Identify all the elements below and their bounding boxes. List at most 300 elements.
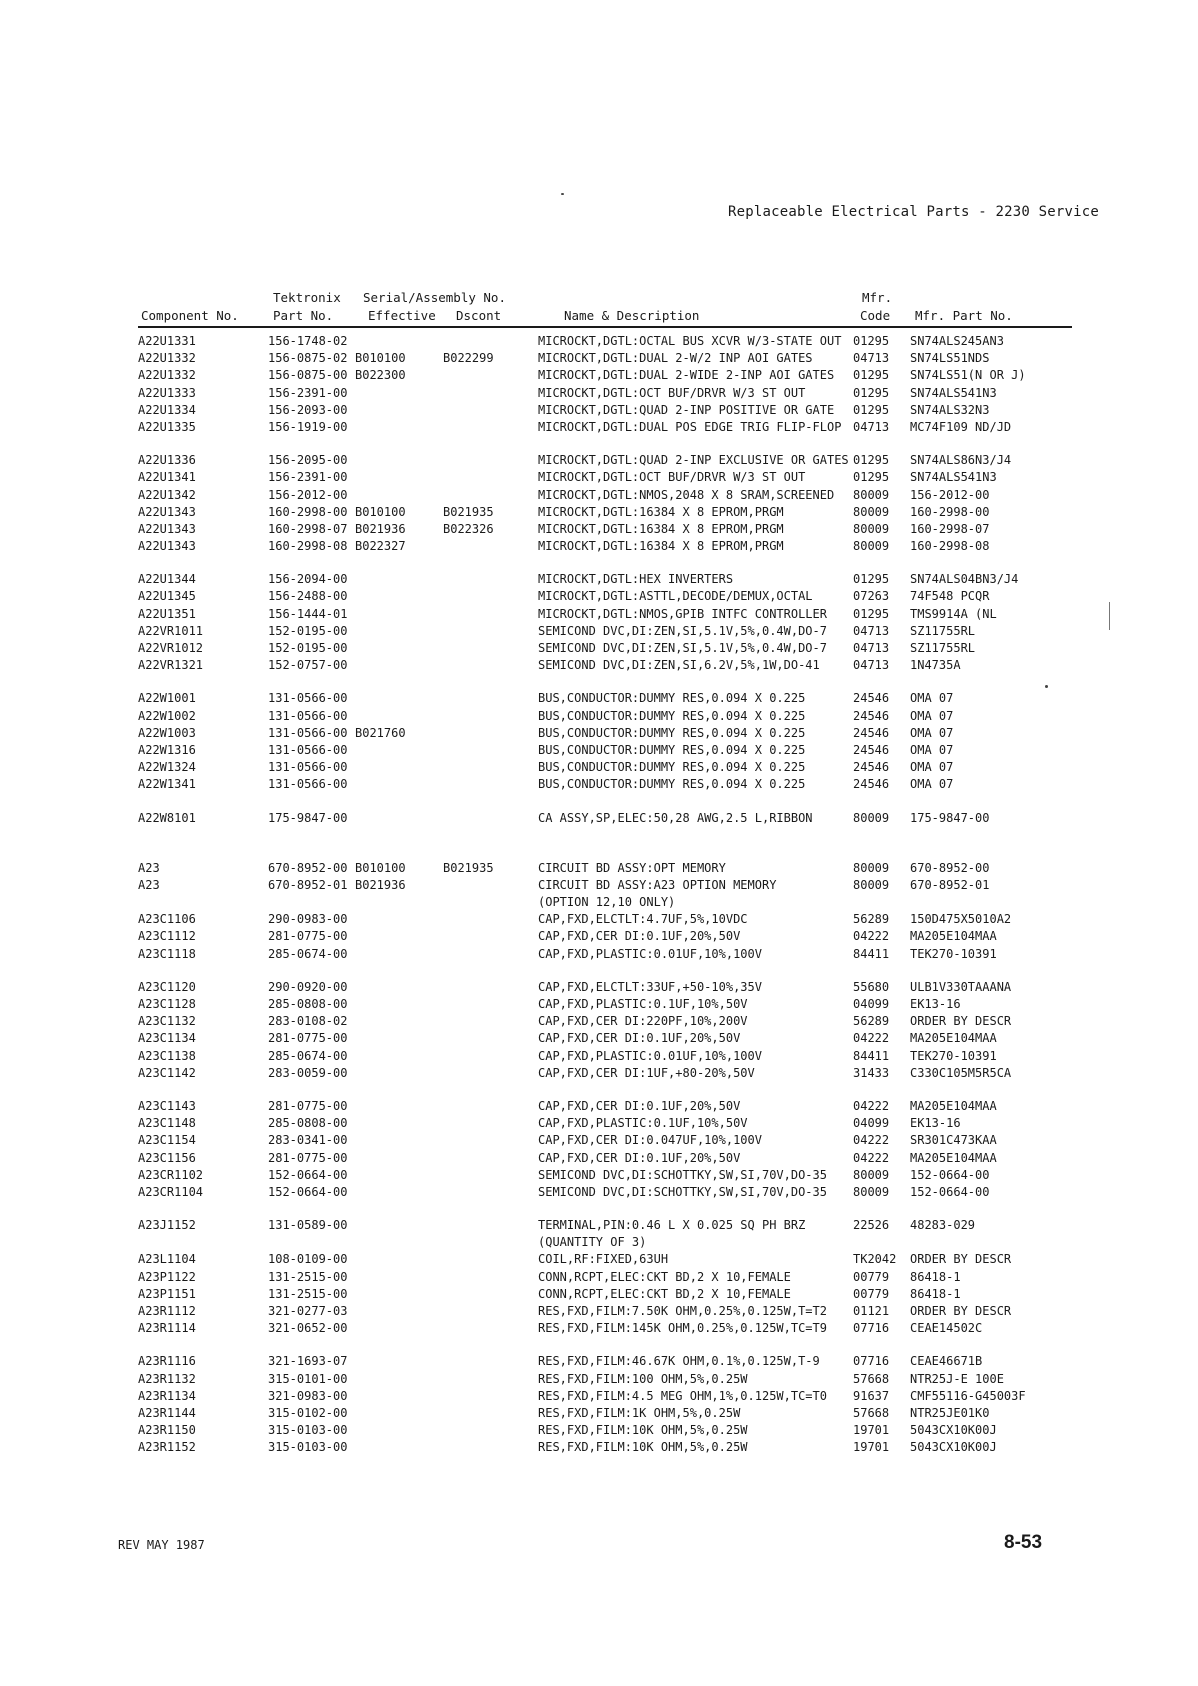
component-no: A22U1344 [138,572,196,587]
part-no: 285-0808-00 [268,1116,348,1131]
effective-serial: B010100 [355,504,406,519]
table-row [0,571,1198,588]
mfr-code: 56289 [853,1014,890,1029]
page-title: Replaceable Electrical Parts - 2230 Service [728,204,1100,220]
mfr-part-no: SZ11755RL [910,623,976,638]
table-row [0,1439,1198,1456]
part-no: 281-0775-00 [268,1098,348,1113]
mfr-part-no: 152-0664-00 [910,1184,990,1199]
mfr-code: 04713 [853,623,890,638]
mfr-code: 04099 [853,997,890,1011]
table-row [0,419,1198,436]
description: MICROCKT,DGTL:DUAL POS EDGE TRIG FLIP-FLOP [538,419,842,434]
table-row [0,911,1198,928]
effective-serial: B010100 [355,860,406,875]
component-no: A22U1334 [138,402,196,417]
component-no: A23C1128 [138,997,196,1011]
part-no: 152-0664-00 [268,1184,348,1199]
mfr-part-no: EK13-16 [910,997,961,1011]
part-no: 315-0101-00 [268,1371,348,1386]
mfr-part-no: OMA 07 [910,760,954,775]
mfr-code: 00779 [853,1286,890,1301]
mfr-code: 24546 [853,742,890,757]
description: CONN,RCPT,ELEC:CKT BD,2 X 10,FEMALE [538,1286,791,1301]
mfr-part-no: TMS9914A (NL [910,606,997,621]
part-no: 321-1693-07 [268,1354,348,1369]
discontinued-serial: B021935 [443,504,494,519]
table-row [0,1234,1198,1251]
mfr-code: 01295 [853,470,890,485]
component-no: A22U1336 [138,453,196,468]
table-row [0,894,1198,911]
mfr-part-no: 5043CX10K00J [910,1423,997,1438]
mfr-code: 55680 [853,979,890,994]
table-row [0,759,1198,776]
component-no: A23C1112 [138,929,196,944]
effective-serial: B021936 [355,877,406,892]
mfr-code: 19701 [853,1440,890,1455]
part-no: 131-0566-00 [268,708,348,723]
component-no: A23CR1102 [138,1167,204,1182]
mfr-code: 01295 [853,334,890,348]
mfr-part-no: 156-2012-00 [910,487,990,502]
part-no: 156-2391-00 [268,385,348,400]
mfr-code: 80009 [853,487,890,502]
mfr-part-no: SR301C473KAA [910,1133,997,1148]
part-no: 131-2515-00 [268,1286,348,1301]
header-component-no: Component No. [141,308,239,323]
part-no: 285-0674-00 [268,1048,348,1063]
table-row [0,487,1198,504]
header-name-description: Name & Description [564,308,700,323]
mfr-part-no: MA205E104MAA [910,1031,997,1046]
component-no: A22U1341 [138,470,196,485]
table-row [0,877,1198,894]
description: CA ASSY,SP,ELEC:50,28 AWG,2.5 L,RIBBON [538,810,813,825]
description: SEMICOND DVC,DI:SCHOTTKY,SW,SI,70V,DO-35 [538,1184,827,1199]
component-no: A22U1343 [138,521,196,536]
component-no: A22U1331 [138,334,196,348]
component-no: A22VR1012 [138,641,204,655]
mfr-part-no: OMA 07 [910,708,954,723]
component-no: A22W1316 [138,742,196,757]
part-no: 131-0566-00 [268,760,348,775]
mfr-part-no: OMA 07 [910,777,954,792]
description: MICROCKT,DGTL:16384 X 8 EPROM,PRGM [538,504,784,519]
component-no: A23C1154 [138,1133,196,1148]
table-row [0,1065,1198,1082]
description: RES,FXD,FILM:46.67K OHM,0.1%,0.125W,T-9 [538,1354,820,1369]
description: COIL,RF:FIXED,63UH [538,1252,669,1267]
mfr-part-no: SN74ALS541N3 [910,385,997,400]
effective-serial: B021936 [355,521,406,536]
part-no: 156-0875-00 [268,368,348,383]
description: (OPTION 12,10 ONLY) [538,895,676,910]
part-no: 285-0674-00 [268,946,348,961]
component-no: A23C1132 [138,1014,196,1029]
component-no: A23P1151 [138,1286,196,1301]
mfr-code: 04099 [853,1116,890,1131]
description: MICROCKT,DGTL:NMOS,2048 X 8 SRAM,SCREENED [538,487,835,502]
description: MICROCKT,DGTL:HEX INVERTERS [538,572,734,587]
part-no: 156-1444-01 [268,606,348,621]
description: BUS,CONDUCTOR:DUMMY RES,0.094 X 0.225 [538,760,806,775]
component-no: A23C1138 [138,1048,196,1063]
description: CAP,FXD,PLASTIC:0.1UF,10%,50V [538,997,748,1011]
part-no: 315-0103-00 [268,1440,348,1455]
description: MICROCKT,DGTL:QUAD 2-INP EXCLUSIVE OR GATES [538,453,849,468]
table-row [0,1353,1198,1370]
description: MICROCKT,DGTL:OCTAL BUS XCVR W/3-STATE OUT [538,334,842,348]
table-row [0,588,1198,605]
table-row [0,623,1198,640]
mfr-code: 84411 [853,946,890,961]
description: MICROCKT,DGTL:DUAL 2-WIDE 2-INP AOI GATES [538,368,835,383]
part-no: 160-2998-07 [268,521,348,536]
table-row [0,504,1198,521]
component-no: A23R1144 [138,1405,196,1420]
description: CAP,FXD,CER DI:0.047UF,10%,100V [538,1133,762,1148]
table-row [0,1422,1198,1439]
mfr-part-no: 152-0664-00 [910,1167,990,1182]
parts-list [0,333,1198,1457]
table-row [0,1405,1198,1422]
description: CAP,FXD,ELCTLT:33UF,+50-10%,35V [538,979,762,994]
effective-serial: B022300 [355,368,406,383]
description: MICROCKT,DGTL:16384 X 8 EPROM,PRGM [538,521,784,536]
mfr-code: 01295 [853,453,890,468]
part-no: 156-2012-00 [268,487,348,502]
header-effective: Effective [368,308,436,323]
part-no: 156-2488-00 [268,589,348,604]
description: CAP,FXD,PLASTIC:0.01UF,10%,100V [538,1048,762,1063]
description: CAP,FXD,CER DI:220PF,10%,200V [538,1014,748,1029]
discontinued-serial: B022299 [443,351,494,366]
description: MICROCKT,DGTL:NMOS,GPIB INTFC CONTROLLER [538,606,827,621]
mfr-part-no: 160-2998-00 [910,504,990,519]
part-no: 281-0775-00 [268,1150,348,1165]
table-row [0,1115,1198,1132]
mfr-part-no: 1N4735A [910,658,961,673]
table-row [0,928,1198,945]
mfr-part-no: 74F548 PCQR [910,589,990,604]
part-no: 670-8952-01 [268,877,348,892]
mfr-part-no: 670-8952-01 [910,877,990,892]
component-no: A23J1152 [138,1218,196,1233]
table-row [0,1048,1198,1065]
description: RES,FXD,FILM:100 OHM,5%,0.25W [538,1371,748,1386]
header-rule [138,326,1072,328]
description: CAP,FXD,CER DI:0.1UF,20%,50V [538,1150,741,1165]
component-no: A22U1342 [138,487,196,502]
table-row [0,776,1198,793]
table-row [0,1251,1198,1268]
table-row [0,742,1198,759]
description: CIRCUIT BD ASSY:A23 OPTION MEMORY [538,877,777,892]
mfr-code: 01295 [853,385,890,400]
component-no: A23R1116 [138,1354,196,1369]
mfr-code: 07263 [853,589,890,604]
mfr-part-no: MA205E104MAA [910,1098,997,1113]
mfr-part-no: MA205E104MAA [910,929,997,944]
component-no: A22VR1011 [138,623,204,638]
table-row [0,996,1198,1013]
component-no: A23R1112 [138,1304,196,1318]
description: SEMICOND DVC,DI:SCHOTTKY,SW,SI,70V,DO-35 [538,1167,827,1182]
table-row [0,1388,1198,1405]
mfr-code: 24546 [853,777,890,792]
mfr-code: 56289 [853,912,890,927]
mfr-code: 07716 [853,1354,890,1369]
description: MICROCKT,DGTL:DUAL 2-W/2 INP AOI GATES [538,351,813,366]
table-row [0,1320,1198,1337]
part-no: 281-0775-00 [268,1031,348,1046]
mfr-part-no: SN74ALS541N3 [910,470,997,485]
mfr-part-no: NTR25JE01K0 [910,1405,990,1420]
header-mfr-part-no: Mfr. Part No. [915,308,1013,323]
mfr-code: 04713 [853,641,890,655]
table-row [0,1167,1198,1184]
mfr-code: 57668 [853,1405,890,1420]
description: MICROCKT,DGTL:ASTTL,DECODE/DEMUX,OCTAL [538,589,813,604]
table-row [0,708,1198,725]
description: CAP,FXD,PLASTIC:0.1UF,10%,50V [538,1116,748,1131]
table-row [0,521,1198,538]
mfr-code: TK2042 [853,1252,897,1267]
mfr-part-no: ORDER BY DESCR [910,1014,1012,1029]
component-no: A22U1351 [138,606,196,621]
mfr-part-no: C330C105M5R5CA [910,1065,1012,1080]
mfr-part-no: CMF55116-G45003F [910,1388,1026,1403]
table-row [0,402,1198,419]
component-no: A23CR1104 [138,1184,204,1199]
mfr-code: 31433 [853,1065,890,1080]
table-row [0,1303,1198,1320]
table-row [0,350,1198,367]
mfr-code: 80009 [853,1184,890,1199]
table-row [0,640,1198,657]
description: RES,FXD,FILM:145K OHM,0.25%,0.125W,TC=T9 [538,1321,827,1336]
part-no: 670-8952-00 [268,860,348,875]
part-no: 156-1748-02 [268,334,348,348]
revision-date: REV MAY 1987 [118,1538,205,1552]
header-dscont: Dscont [456,308,502,323]
part-no: 156-2093-00 [268,402,348,417]
mfr-code: 57668 [853,1371,890,1386]
mfr-part-no: 175-9847-00 [910,810,990,825]
table-row [0,1150,1198,1167]
mfr-code: 80009 [853,877,890,892]
table-row [0,810,1198,827]
component-no: A23R1114 [138,1321,196,1336]
mfr-part-no: OMA 07 [910,691,954,706]
part-no: 152-0757-00 [268,658,348,673]
mfr-part-no: 5043CX10K00J [910,1440,997,1455]
description: RES,FXD,FILM:7.50K OHM,0.25%,0.125W,T=T2 [538,1304,827,1318]
component-no: A22W1003 [138,725,196,740]
part-no: 283-0341-00 [268,1133,348,1148]
column-headers [138,290,1072,326]
part-no: 131-0589-00 [268,1218,348,1233]
part-no: 321-0652-00 [268,1321,348,1336]
scan-speck [561,193,564,195]
component-no: A23C1134 [138,1031,196,1046]
table-row [0,469,1198,486]
component-no: A22U1332 [138,351,196,366]
effective-serial: B010100 [355,351,406,366]
component-no: A23P1122 [138,1269,196,1284]
mfr-code: 22526 [853,1218,890,1233]
part-no: 152-0664-00 [268,1167,348,1182]
mfr-code: 80009 [853,504,890,519]
part-no: 321-0277-03 [268,1304,348,1318]
page-number: 8-53 [1004,1532,1043,1553]
part-no: 315-0103-00 [268,1423,348,1438]
mfr-part-no: 160-2998-07 [910,521,990,536]
component-no: A23C1143 [138,1098,196,1113]
description: BUS,CONDUCTOR:DUMMY RES,0.094 X 0.225 [538,708,806,723]
mfr-part-no: NTR25J-E 100E [910,1371,1004,1386]
component-no: A23C1120 [138,979,196,994]
header-serial-assembly: Serial/Assembly No. [363,290,506,305]
part-no: 156-2391-00 [268,470,348,485]
header-code: Code [860,308,891,323]
description: CONN,RCPT,ELEC:CKT BD,2 X 10,FEMALE [538,1269,791,1284]
mfr-part-no: TEK270-10391 [910,946,997,961]
mfr-part-no: ULB1V330TAAANA [910,979,1012,994]
part-no: 156-2094-00 [268,572,348,587]
discontinued-serial: B021935 [443,860,494,875]
part-no: 131-0566-00 [268,742,348,757]
description: BUS,CONDUCTOR:DUMMY RES,0.094 X 0.225 [538,742,806,757]
part-no: 131-0566-00 [268,777,348,792]
description: MICROCKT,DGTL:OCT BUF/DRVR W/3 ST OUT [538,385,806,400]
mfr-part-no: 670-8952-00 [910,860,990,875]
table-row [0,657,1198,674]
mfr-code: 80009 [853,1167,890,1182]
mfr-part-no: SN74LS51(N OR J) [910,368,1026,383]
table-row [0,1286,1198,1303]
component-no: A23C1148 [138,1116,196,1131]
mfr-code: 01295 [853,368,890,383]
description: BUS,CONDUCTOR:DUMMY RES,0.094 X 0.225 [538,777,806,792]
part-no: 290-0983-00 [268,912,348,927]
part-no: 283-0108-02 [268,1014,348,1029]
description: MICROCKT,DGTL:16384 X 8 EPROM,PRGM [538,539,784,554]
table-row [0,690,1198,707]
mfr-code: 04222 [853,1098,890,1113]
mfr-code: 24546 [853,760,890,775]
header-part-no: Part No. [273,308,334,323]
mfr-code: 84411 [853,1048,890,1063]
mfr-code: 07716 [853,1321,890,1336]
component-no: A23 [138,877,160,892]
mfr-part-no: EK13-16 [910,1116,961,1131]
table-row [0,1371,1198,1388]
part-no: 152-0195-00 [268,641,348,655]
component-no: A23R1152 [138,1440,196,1455]
component-no: A22W1324 [138,760,196,775]
part-no: 281-0775-00 [268,929,348,944]
description: CAP,FXD,CER DI:0.1UF,20%,50V [538,1098,741,1113]
part-no: 131-0566-00 [268,725,348,740]
table-row [0,538,1198,555]
part-no: 285-0808-00 [268,997,348,1011]
mfr-part-no: ORDER BY DESCR [910,1304,1012,1318]
mfr-code: 04713 [853,419,890,434]
mfr-part-no: OMA 07 [910,725,954,740]
component-no: A22W1001 [138,691,196,706]
effective-serial: B022327 [355,539,406,554]
description: SEMICOND DVC,DI:ZEN,SI,5.1V,5%,0.4W,DO-7 [538,623,827,638]
description: SEMICOND DVC,DI:ZEN,SI,6.2V,5%,1W,DO-41 [538,658,820,673]
mfr-part-no: CEAE14502C [910,1321,983,1336]
mfr-part-no: TEK270-10391 [910,1048,997,1063]
component-no: A22W1002 [138,708,196,723]
description: CAP,FXD,CER DI:0.1UF,20%,50V [538,1031,741,1046]
mfr-part-no: SN74LS51NDS [910,351,990,366]
header-tektronix: Tektronix [273,290,341,305]
mfr-code: 80009 [853,810,890,825]
component-no: A22U1343 [138,504,196,519]
table-row [0,606,1198,623]
mfr-code: 04222 [853,1150,890,1165]
mfr-code: 01121 [853,1304,890,1318]
table-row [0,452,1198,469]
description: CIRCUIT BD ASSY:OPT MEMORY [538,860,726,875]
discontinued-serial: B022326 [443,521,494,536]
table-row [0,1098,1198,1115]
mfr-part-no: MA205E104MAA [910,1150,997,1165]
component-no: A22W1341 [138,777,196,792]
part-no: 160-2998-00 [268,504,348,519]
part-no: 321-0983-00 [268,1388,348,1403]
mfr-part-no: SN74ALS04BN3/J4 [910,572,1019,587]
table-row [0,385,1198,402]
part-no: 290-0920-00 [268,979,348,994]
table-row [0,367,1198,384]
description: CAP,FXD,CER DI:0.1UF,20%,50V [538,929,741,944]
mfr-code: 24546 [853,708,890,723]
mfr-part-no: 160-2998-08 [910,539,990,554]
mfr-part-no: SN74ALS86N3/J4 [910,453,1012,468]
mfr-code: 04713 [853,658,890,673]
mfr-code: 04222 [853,929,890,944]
description: RES,FXD,FILM:1K OHM,5%,0.25W [538,1405,741,1420]
part-no: 131-2515-00 [268,1269,348,1284]
part-no: 156-0875-02 [268,351,348,366]
mfr-code: 19701 [853,1423,890,1438]
mfr-part-no: SZ11755RL [910,641,976,655]
part-no: 315-0102-00 [268,1405,348,1420]
component-no: A23R1132 [138,1371,196,1386]
component-no: A23C1118 [138,946,196,961]
component-no: A23L1104 [138,1252,196,1267]
mfr-part-no: CEAE46671B [910,1354,983,1369]
mfr-code: 80009 [853,521,890,536]
mfr-part-no: MC74F109 ND/JD [910,419,1012,434]
mfr-code: 00779 [853,1269,890,1284]
component-no: A22U1333 [138,385,196,400]
table-row [0,1030,1198,1047]
mfr-code: 24546 [853,725,890,740]
table-row [0,1184,1198,1201]
mfr-part-no: SN74ALS245AN3 [910,334,1004,348]
description: RES,FXD,FILM:10K OHM,5%,0.25W [538,1440,748,1455]
description: CAP,FXD,CER DI:1UF,+80-20%,50V [538,1065,755,1080]
description: BUS,CONDUCTOR:DUMMY RES,0.094 X 0.225 [538,725,806,740]
part-no: 108-0109-00 [268,1252,348,1267]
